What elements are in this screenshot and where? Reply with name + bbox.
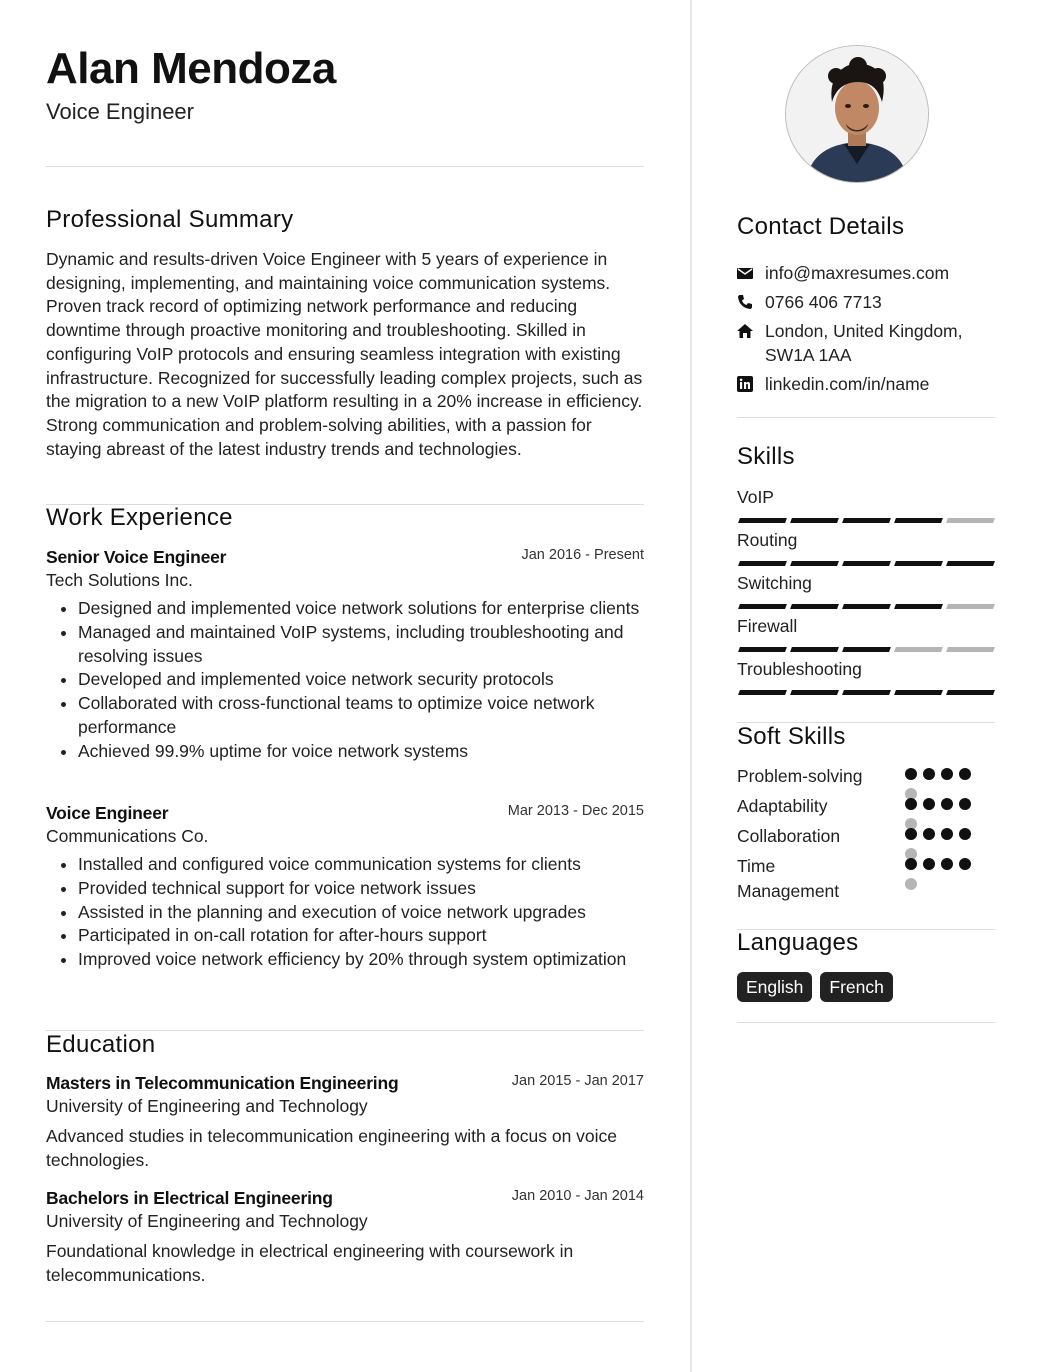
education-date: Jan 2010 - Jan 2014 [511, 1188, 644, 1204]
job-bullet: • Improved voice network efficiency by 20% through system optimization [78, 948, 644, 972]
skill-bar-segment [894, 518, 943, 523]
envelope-icon [737, 265, 753, 281]
soft-skill-dot [905, 828, 917, 840]
soft-skill-name-line2: Management [737, 881, 840, 901]
job-bullet: • Achieved 99.9% uptime for voice network systems [78, 740, 644, 764]
skill-bar [737, 561, 993, 567]
linkedin-icon [737, 376, 753, 392]
soft-skill-dots [905, 858, 985, 872]
soft-skill-item [737, 854, 995, 904]
skill-item [737, 573, 995, 594]
skill-bar-segment [946, 518, 995, 523]
soft-skill-dot [923, 858, 935, 870]
soft-skill-dot [905, 878, 917, 890]
education-divider [46, 1321, 644, 1322]
education-description: Advanced studies in telecommunication engineering with a focus on voice technologies. [46, 1126, 618, 1170]
job-bullet: • Installed and configured voice communication systems for clients [78, 853, 644, 877]
skill-name: VoIP [737, 487, 774, 507]
soft-skill-dot [905, 768, 917, 780]
summary-heading: Professional Summary [46, 206, 294, 233]
skill-bar-segment [842, 647, 891, 652]
address-line-2: SW1A 1AA [765, 345, 852, 365]
soft-skill-dot [941, 798, 953, 810]
skill-name: Switching [737, 573, 812, 593]
soft-skill-dot [959, 798, 971, 810]
candidate-title: Voice Engineer [46, 99, 194, 124]
soft-skill-dot [959, 828, 971, 840]
skill-bar-segment [790, 604, 839, 609]
skill-bar-segment [894, 690, 943, 695]
education-heading: Education [46, 1031, 156, 1058]
soft-skill-item [737, 824, 995, 849]
soft-skill-dot [923, 828, 935, 840]
email-text[interactable]: info@maxresumes.com [765, 263, 950, 283]
contact-heading: Contact Details [737, 213, 905, 240]
column-divider [690, 0, 692, 1372]
skill-bar-segment [946, 604, 995, 609]
home-icon [737, 323, 753, 339]
soft-skill-dot [923, 768, 935, 780]
skill-bar-segment [842, 690, 891, 695]
degree-name: Masters in Telecommunication Engineering [46, 1073, 399, 1093]
job-entry-1 [46, 547, 644, 764]
language-pill: French [820, 972, 892, 1002]
school-name: University of Engineering and Technology [46, 1096, 368, 1116]
job-date: Mar 2013 - Dec 2015 [507, 803, 644, 819]
skill-name: Firewall [737, 616, 798, 636]
soft-skill-dots [905, 798, 985, 812]
education-description: Foundational knowledge in electrical engineering with coursework in telecommunications. [46, 1241, 574, 1285]
job-role: Senior Voice Engineer [46, 547, 227, 567]
experience-heading: Work Experience [46, 504, 233, 531]
soft-skill-item [737, 794, 995, 819]
skill-bar [737, 647, 993, 653]
job-bullet: • Provided technical support for voice network issues [78, 877, 644, 901]
skill-bar-segment [738, 518, 787, 523]
soft-skill-name: Collaboration [737, 826, 841, 846]
skill-bar [737, 604, 993, 610]
education-date: Jan 2015 - Jan 2017 [511, 1073, 644, 1089]
linkedin-text[interactable]: linkedin.com/in/name [765, 374, 930, 394]
soft-skill-name: Adaptability [737, 796, 828, 816]
header-divider [46, 166, 644, 167]
soft-skill-dot [905, 798, 917, 810]
languages-heading: Languages [737, 929, 859, 956]
school-name: University of Engineering and Technology [46, 1211, 368, 1231]
contact-divider [737, 417, 995, 418]
skill-bar-segment [894, 647, 943, 652]
language-list [737, 972, 893, 1002]
soft-skill-dots [905, 768, 985, 782]
skill-bar-segment [790, 690, 839, 695]
job-date: Jan 2016 - Present [521, 547, 644, 563]
soft-skill-dot [941, 828, 953, 840]
skill-bar-segment [790, 561, 839, 566]
job-bullets [46, 853, 644, 972]
job-company: Tech Solutions Inc. [46, 570, 193, 590]
skill-bar-segment [842, 518, 891, 523]
languages-divider [737, 1022, 995, 1023]
job-bullet: • Designed and implemented voice network solutions for enterprise clients [78, 597, 644, 621]
skill-bar [737, 518, 993, 524]
soft-skill-dot [959, 858, 971, 870]
job-bullet: • Assisted in the planning and execution of voice network upgrades [78, 901, 644, 925]
soft-skill-name: Problem-solving [737, 766, 863, 786]
summary-text: Dynamic and results-driven Voice Engineer with 5 years of experience in designing, implementing, and maintaining voice communication systems. Proven track record of optimizing network performance and reducing downtime through proactive monitoring and troubleshooting. Skilled in configuring VoIP protocols and ensuring seamless integration with existing infrastructure. Recognized for successfully leading complex projects, such as the migration to a new VoIP platform resulting in a 20% increase in efficiency. Strong communication and problem-solving abilities, with a passion for staying abreast of the latest industry trends and technologies. [46, 249, 643, 459]
soft-skill-name: Time [737, 856, 776, 876]
skill-bar-segment [842, 561, 891, 566]
skill-bar-segment [738, 604, 787, 609]
skill-bar-segment [790, 647, 839, 652]
soft-skill-dot [923, 798, 935, 810]
job-bullets [46, 597, 644, 764]
education-entry-1 [46, 1073, 644, 1173]
skill-bar-segment [738, 647, 787, 652]
skill-bar-segment [946, 561, 995, 566]
phone-icon [737, 294, 753, 310]
skill-item [737, 659, 995, 680]
skill-bar-segment [894, 561, 943, 566]
job-role: Voice Engineer [46, 803, 169, 823]
job-bullet: • Collaborated with cross-functional teams to optimize voice network performance [78, 692, 644, 740]
soft-skill-item [737, 764, 995, 789]
skill-item [737, 530, 995, 551]
language-pill: English [737, 972, 812, 1002]
skill-name: Routing [737, 530, 798, 550]
skill-bar-segment [842, 604, 891, 609]
job-bullet: • Managed and maintained VoIP systems, including troubleshooting and resolving issues [78, 621, 644, 669]
skill-bar-segment [738, 690, 787, 695]
avatar-icon [786, 46, 928, 182]
skill-item [737, 616, 995, 637]
job-company: Communications Co. [46, 826, 209, 846]
soft-skills-heading: Soft Skills [737, 723, 846, 750]
job-entry-2 [46, 803, 644, 972]
skill-bar-segment [894, 604, 943, 609]
education-entry-2 [46, 1188, 644, 1288]
skill-name: Troubleshooting [737, 659, 862, 679]
soft-skill-dot [941, 858, 953, 870]
job-bullet: • Developed and implemented voice network security protocols [78, 668, 644, 692]
skill-bar-segment [946, 690, 995, 695]
degree-name: Bachelors in Electrical Engineering [46, 1188, 333, 1208]
profile-photo [785, 45, 929, 183]
skill-bar-segment [946, 647, 995, 652]
skill-bar-segment [738, 561, 787, 566]
skill-bar [737, 690, 993, 696]
job-bullet: • Participated in on-call rotation for after-hours support [78, 924, 644, 948]
soft-skill-dot [905, 858, 917, 870]
skills-heading: Skills [737, 443, 795, 470]
phone-text[interactable]: 0766 406 7713 [765, 292, 882, 312]
address-line-1: London, United Kingdom, [765, 321, 963, 341]
soft-skill-dot [941, 768, 953, 780]
skill-item [737, 487, 995, 508]
soft-skill-dots [905, 828, 985, 842]
soft-skill-dot [959, 768, 971, 780]
candidate-name: Alan Mendoza [46, 44, 336, 93]
skill-bar-segment [790, 518, 839, 523]
